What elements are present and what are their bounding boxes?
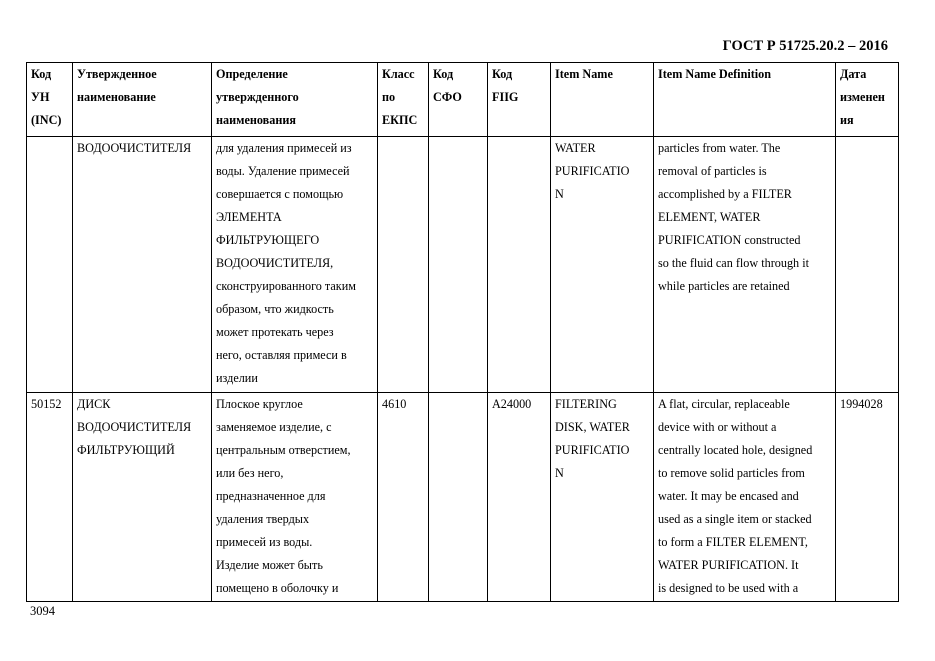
table-cell [27,393,73,602]
cell-line: DISK, WATER [555,420,630,434]
column-header-line: ЕКПС [382,113,418,127]
cell-line: изделии [216,371,258,385]
item-name-table [26,62,899,602]
cell-line: FILTERING [555,397,617,411]
cell-line: WATER PURIFICATION. It [658,558,799,572]
column-header-line: FIIG [492,90,519,104]
document-code: ГОСТ Р 51725.20.2 – 2016 [722,38,888,54]
column-header-line: Утвержденное [77,67,157,81]
column-header [73,63,212,137]
cell-line: Плоское круглое [216,397,303,411]
cell-line: 1994028 [840,397,883,411]
cell-line: to form a FILTER ELEMENT, [658,535,808,549]
cell-line: A flat, circular, replaceable [658,397,790,411]
cell-line: so the fluid can flow through it [658,256,809,270]
cell-line: образом, что жидкость [216,302,334,316]
page-number: 3094 [30,604,55,618]
column-header-line: Код [492,67,513,81]
cell-line: для удаления примесей из [216,141,352,155]
column-header-line: (INC) [31,113,62,127]
cell-line: N [555,187,564,201]
cell-line: примесей из воды. [216,535,313,549]
cell-line: ВОДООЧИСТИТЕЛЯ [77,420,192,434]
cell-line: water. It may be encased and [658,489,799,503]
table-cell [654,393,836,602]
cell-line: центральным отверстием, [216,443,351,457]
table-cell [836,137,899,393]
cell-line: particles from water. The [658,141,781,155]
table-cell [654,137,836,393]
cell-line: него, оставляя примеси в [216,348,347,362]
cell-line: accomplished by a FILTER [658,187,792,201]
cell-line: while particles are retained [658,279,790,293]
column-header-line: Item Name Definition [658,67,772,81]
cell-line: WATER [555,141,596,155]
table-cell [551,393,654,602]
column-header-line: Определение [216,67,288,81]
table-cell [429,393,488,602]
cell-line: ДИСК [77,397,111,411]
cell-line: воды. Удаление примесей [216,164,350,178]
column-header [488,63,551,137]
table-cell [378,393,429,602]
column-header-line: наименование [77,90,156,104]
table-cell [488,393,551,602]
cell-line: ФИЛЬТРУЮЩЕГО [216,233,320,247]
column-header [378,63,429,137]
table-header-row [27,63,899,137]
cell-line: to remove solid particles from [658,466,805,480]
table-cell [836,393,899,602]
table-cell [488,137,551,393]
cell-line: ELEMENT, WATER [658,210,761,224]
cell-line: PURIFICATIO [555,443,630,457]
column-header [212,63,378,137]
table-cell [551,137,654,393]
column-header [654,63,836,137]
table-row [27,393,899,602]
column-header-line: Дата [840,67,867,81]
cell-line: предназначенное для [216,489,326,503]
column-header-line: СФО [433,90,462,104]
cell-line: может протекать через [216,325,334,339]
cell-line: совершается с помощью [216,187,344,201]
cell-line: is designed to be used with a [658,581,799,595]
cell-line: ВОДООЧИСТИТЕЛЯ [77,141,192,155]
cell-line: used as a single item or stacked [658,512,812,526]
table-cell [378,137,429,393]
table-row [27,137,899,393]
column-header-line: Код [31,67,52,81]
cell-line: заменяемое изделие, с [216,420,332,434]
column-header [836,63,899,137]
cell-line: N [555,466,564,480]
cell-line: Изделие может быть [216,558,323,572]
column-header-line: Класс [382,67,415,81]
cell-line: ФИЛЬТРУЮЩИЙ [77,443,175,457]
table-cell [212,393,378,602]
column-header-line: Код [433,67,454,81]
table-cell [429,137,488,393]
column-header-line: утвержденного [216,90,299,104]
column-header-line: изменен [840,90,885,104]
cell-line: PURIFICATION constructed [658,233,801,247]
column-header [429,63,488,137]
cell-line: удаления твердых [216,512,310,526]
column-header [27,63,73,137]
cell-line: или без него, [216,466,284,480]
cell-line: ЭЛЕМЕНТА [216,210,282,224]
table-cell [73,393,212,602]
cell-line: сконструированного таким [216,279,356,293]
cell-line: PURIFICATIO [555,164,630,178]
table-cell [27,137,73,393]
cell-line: removal of particles is [658,164,767,178]
column-header-line: ия [840,113,854,127]
column-header-line: наименования [216,113,296,127]
column-header-line: по [382,90,396,104]
cell-line: A24000 [492,397,532,411]
column-header-line: УН [31,90,50,104]
cell-line: помещено в оболочку и [216,581,339,595]
table-cell [73,137,212,393]
cell-line: centrally located hole, designed [658,443,813,457]
column-header [551,63,654,137]
column-header-line: Item Name [555,67,613,81]
table-cell [212,137,378,393]
cell-line: 4610 [382,397,407,411]
cell-line: 50152 [31,397,62,411]
cell-line: device with or without a [658,420,777,434]
cell-line: ВОДООЧИСТИТЕЛЯ, [216,256,334,270]
